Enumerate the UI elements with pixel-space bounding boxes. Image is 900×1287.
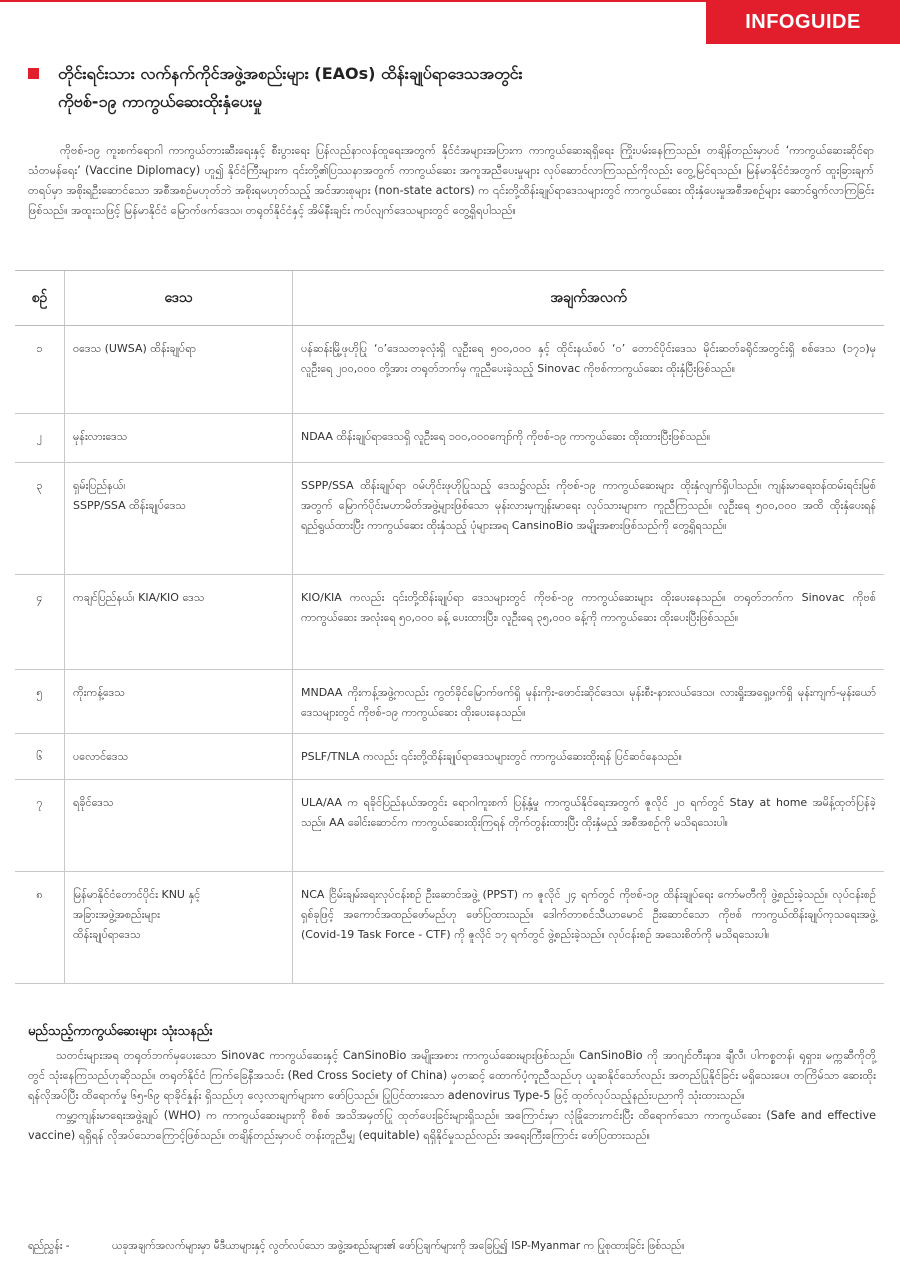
table-row xyxy=(15,414,884,463)
info-table xyxy=(15,270,884,984)
notes-paragraph-1: သတင်းများအရ တရုတ်ဘက်မှပေးသော Sinovac ကာကွယ်ဆေးနှင့် CanSinoBio အမျိုးအစား ကာကွယ်ဆေးများဖြစ်သည်။ CanSinoBio ကို အာဂျင်တီးနား၊ ချီလီ၊ ပါကစ္စတန်၊ ရုရှား၊ မက္ကဆီကိုတို့တွင် သုံးနေကြသည်ဟုဆိုသည်။ တရုတ်နိုင်ငံ ကြက်ခြေနီအသင်း (Red Cross Society of China) မှတဆင့် ထောက်ပံ့ကူညီသည်ဟု ယူဆနိုင်သော်လည်း အတည်ပြုနိုင်ခြင်း မရှိသေးပေ။ တကြိမ်သာ ဆေးထိုးရန်လိုအပ်ပြီး ထိရောက်မှု ၆၅-၆၉ ရာခိုင်နှုန်း ရှိသည်ဟု လေ့လာချက်များက ဖော်ပြသည်။ ပြုပြင်ထားသော adenovirus Type-5 ဖြင့် ထုတ်လုပ်သည့်နည်းပညာကို သုံးထားသည်။ xyxy=(28,1049,876,1102)
row-region-line: ကချင်ပြည်နယ်၊ KIA/KIO ဒေသ xyxy=(73,591,205,604)
table-row xyxy=(15,463,884,575)
row-detail: MNDAA ကိုးကန့်အဖွဲ့ကလည်း ကွတ်ခိုင်မြောက်ဖက်ရှိ မုန်းကိုး-ဖောင်းဆိုင်ဒေသ၊ မုန်းစီး-နားလယ်ဒေသ၊ လားရှိုးအရှေ့ဖက်ရှိ မုန်းကျက်-မုန်းယော်ဒေသများတွင် ကိုဗစ်-၁၉ ကာကွယ်ဆေး ထိုးပေးနေသည်။ xyxy=(293,670,885,734)
row-region-line: ရခိုင်ဒေသ xyxy=(73,796,114,809)
row-region xyxy=(65,872,293,984)
row-no: ၇ xyxy=(15,780,65,872)
table-row xyxy=(15,872,884,984)
table-row xyxy=(15,575,884,670)
row-region xyxy=(65,734,293,780)
infoguide-badge xyxy=(706,0,900,44)
row-detail: ULA/AA က ရခိုင်ပြည်နယ်အတွင်း ရောဂါကူးစက် ပြန့်နှံ့မှု ကာကွယ်နိုင်ရေးအတွက် ဇူလိုင် ၂၀ ရက်တွင် Stay at home အမိန့်ထုတ်ပြန်ခဲ့သည်။ AA ခေါင်းဆောင်က ကာကွယ်ဆေးထိုးကြရန် တိုက်တွန်းထားပြီး ထိုးနှံမည့် အစီအစဉ်ကို မသိရသေးပါ။ xyxy=(293,780,885,872)
row-region-line: ဝဒေသ (UWSA) ထိန်းချုပ်ရာ xyxy=(73,342,197,355)
row-region xyxy=(65,326,293,414)
header-detail: အချက်အလက် xyxy=(293,271,885,326)
badge-prefix: INFO xyxy=(745,10,795,33)
page-title xyxy=(28,60,848,116)
table-row xyxy=(15,326,884,414)
row-no: ၂ xyxy=(15,414,65,463)
row-detail: KIO/KIA ကလည်း ၎င်းတို့ထိန်းချုပ်ရာ ဒေသများတွင် ကိုဗစ်-၁၉ ကာကွယ်ဆေးများ ထိုးပေးနေသည်။ တရုတ်ဘက်က Sinovac ကိုဗစ်ကာကွယ်ဆေး အလုံးရေ ၅၀,၀၀၀ ခန့် ပေးထားပြီး၊ လူဦးရေ ၃၅,၀၀၀ ခန့်ကို ကာကွယ်ဆေး ထိုးပေးပြီးဖြစ်သည်။ xyxy=(293,575,885,670)
row-no: ၅ xyxy=(15,670,65,734)
row-region xyxy=(65,780,293,872)
badge-suffix: GUIDE xyxy=(794,10,861,33)
title-line-1: တိုင်းရင်းသား လက်နက်ကိုင်အဖွဲ့အစည်းများ (EAOs) ထိန်းချုပ်ရာဒေသအတွင်း xyxy=(58,64,523,83)
row-no: ၃ xyxy=(15,463,65,575)
row-region xyxy=(65,575,293,670)
row-region xyxy=(65,414,293,463)
header-no: စဉ် xyxy=(15,271,65,326)
row-no: ၈ xyxy=(15,872,65,984)
row-region-line: မုန်းလားဒေသ xyxy=(73,430,128,443)
header-region: ဒေသ xyxy=(65,271,293,326)
row-region-line: ပလောင်ဒေသ xyxy=(73,750,129,763)
notes-paragraph-2: ကမ္ဘာ့ကျန်းမာရေးအဖွဲ့ချုပ် (WHO) က ကာကွယ်ဆေးများကို စိစစ် အသိအမှတ်ပြု ထုတ်ပေးခြင်းများရှိသည်။ အကြောင်းမှာ လုံခြုံဘေးကင်းပြီး ထိရောက်သော ကာကွယ်ဆေး (Safe and effective vaccine) ရရှိရန် လိုအပ်သောကြောင့်ဖြစ်သည်။ တချိန်တည်းမှာပင် တန်းတူညီမျှ (equitable) ရရှိနိုင်မှုသည်လည်း အရေးကြီးကြောင်း ဖော်ပြထားသည်။ xyxy=(28,1109,876,1142)
table-header-row xyxy=(15,271,884,326)
source-footnote xyxy=(28,1240,888,1255)
row-region-line: ကိုးကန့်ဒေသ xyxy=(73,686,125,699)
row-region-line: ရှမ်းပြည်နယ်၊ xyxy=(73,479,126,492)
row-region-line: အခြားအဖွဲ့အစည်းများ xyxy=(73,908,160,921)
table-row xyxy=(15,780,884,872)
vaccine-notes xyxy=(28,1022,876,1146)
row-region-line: SSPP/SSA ထိန်းချုပ်ဒေသ xyxy=(73,499,186,512)
row-detail: PSLF/TNLA ကလည်း ၎င်းတို့ထိန်းချုပ်ရာဒေသများတွင် ကာကွယ်ဆေးထိုးရန် ပြင်ဆင်နေသည်။ xyxy=(293,734,885,780)
title-bullet-icon xyxy=(28,68,39,79)
row-no: ၁ xyxy=(15,326,65,414)
intro-paragraph: ကိုဗစ်-၁၉ ကူးစက်ရောဂါ ကာကွယ်တားဆီးရေးနှင့် စီးပွားရေး ပြန်လည်နာလန်ထူရေးအတွက် နိုင်ငံအများအပြားက ကာကွယ်ဆေးရရှိရေး ကြိုးပမ်းနေကြသည်။ တချိန်တည်းမှာပင် ‘ကာကွယ်ဆေးဆိုင်ရာ သံတမန်ရေး’ (Vaccine Diplomacy) ဟူ၍ နိုင်ငံကြီးများက ၎င်းတို့၏ပြဿနာအတွက် ကာကွယ်ဆေး အကူအညီပေးမှုများ လုပ်ဆောင်လာကြသည်ကိုလည်း တွေ့မြင်ရသည်။ မြန်မာနိုင်ငံအတွက် ထူးခြားချက်တရပ်မှာ အစိုးရဦးဆောင်သော အစီအစဉ်မဟုတ်ဘဲ အစိုးရမဟုတ်သည့် အင်အားစုများ (non-state actors) က ၎င်းတို့ထိန်းချုပ်ရာဒေသများတွင် ကာကွယ်ဆေး ထိုးနှံပေးမှုအစီအစဉ်များ ဆောင်ရွက်လာကြခြင်းဖြစ်သည်။ အထူးသဖြင့် မြန်မာနိုင်ငံ မြောက်ဖက်ဒေသ၊ တရုတ်နိုင်ငံနှင့် အိမ်နီးချင်း ကပ်လျက်ဒေသများတွင် တွေ့ရှိရပါသည်။ xyxy=(28,144,874,218)
row-no: ၄ xyxy=(15,575,65,670)
notes-heading: မည်သည့်ကာကွယ်ဆေးများ သုံးသနည်း xyxy=(28,1024,213,1039)
row-region-line: မြန်မာနိုင်ငံတောင်ပိုင်း KNU နှင့် xyxy=(73,888,201,901)
row-detail: NCA ငြိမ်းချမ်းရေးလုပ်ငန်းစဉ် ဦးဆောင်အဖွဲ့ (PPST) က ဇူလိုင် ၂၄ ရက်တွင် ကိုဗစ်-၁၉ ထိန်းချုပ်ရေး ကော်မတီကို ဖွဲ့စည်းခဲ့သည်။ လုပ်ငန်းစဉ်ရှစ်ခုဖြင့် အကောင်အထည်ဖော်မည်ဟု ဖော်ပြထားသည်။ ဒေါက်တာစင်သီယာမောင် ဦးဆောင်သော ကိုဗစ် ကာကွယ်ထိန်းချုပ်ကုသရေးအဖွဲ့ (Covid-19 Task Force - CTF) ကို ဇူလိုင် ၁၇ ရက်တွင် ဖွဲ့စည်းခဲ့သည်။ လုပ်ငန်းစဉ် အသေးစိတ်ကို မသိရသေးပါ။ xyxy=(293,872,885,984)
table-row xyxy=(15,734,884,780)
source-text: ယခုအချက်အလက်များမှာ မီဒီယာများနှင့် လွတ်လပ်သော အဖွဲ့အစည်းများ၏ ဖော်ပြချက်များကို အခြေပြု၍ ISP-Myanmar က ပြုစုထားခြင်း ဖြစ်သည်။ xyxy=(112,1240,685,1252)
source-label: ရည်ညွှန်း - xyxy=(28,1240,70,1252)
row-detail: ပန်ဆန်းမြို့ဖုဟိုပြု ‘ဝ’ဒေသတခုလုံးရှိ လူဦးရေ ၅၀၀,၀၀၀ နှင့် ထိုင်းနယ်စပ် ‘ဝ’ တောင်ပိုင်းဒေသ မိုင်းဆတ်ခရိုင်အတွင်းရှိ စစ်ဒေသ (၁၇၁)မှ လူဦးရေ ၂၀၀,၀၀၀ တို့အား တရုတ်ဘက်မှ ကူညီပေးခဲ့သည့် Sinovac ကိုဗစ်ကာကွယ်ဆေး ထိုးနှံပြီးဖြစ်သည်။ xyxy=(293,326,885,414)
row-region xyxy=(65,463,293,575)
title-line-2: ကိုဗစ်-၁၉ ကာကွယ်ဆေးထိုးနှံပေးမှု xyxy=(58,92,262,111)
row-region xyxy=(65,670,293,734)
row-no: ၆ xyxy=(15,734,65,780)
row-region-line: ထိန်းချုပ်ရာဒေသ xyxy=(73,928,141,941)
table-row xyxy=(15,670,884,734)
row-detail: NDAA ထိန်းချုပ်ရာဒေသရှိ လူဦးရေ ၁၀၀,၀၀၀ကျော်ကို ကိုဗစ်-၁၉ ကာကွယ်ဆေး ထိုးထားပြီးဖြစ်သည်။ xyxy=(293,414,885,463)
row-detail: SSPP/SSA ထိန်းချုပ်ရာ ဝမ်ဟိုင်းဖုဟိုပြုသည့် ဒေသ၌လည်း ကိုဗစ်-၁၉ ကာကွယ်ဆေးများ ထိုးနှံလျက်ရှိပါသည်။ ကျန်းမာရေးဝန်ထမ်းရင်းမြစ်အတွက် မြောက်ပိုင်းမဟာမိတ်အဖွဲ့များဖြစ်သော မုန်းလားမှကျန်းမာရေး လုပ်သားများက ကူညီကြသည်။ လူဦးရေ ၅၀၀,၀၀၀ အထိ ထိုးနှံပေးရန် ရည်ရွယ်ထားပြီး ကာကွယ်ဆေး ထိုးနှံသည့် ပုံများအရ CansinoBio အမျိုးအစားဖြစ်သည်ကို တွေ့ရှိရသည်။ xyxy=(293,463,885,575)
